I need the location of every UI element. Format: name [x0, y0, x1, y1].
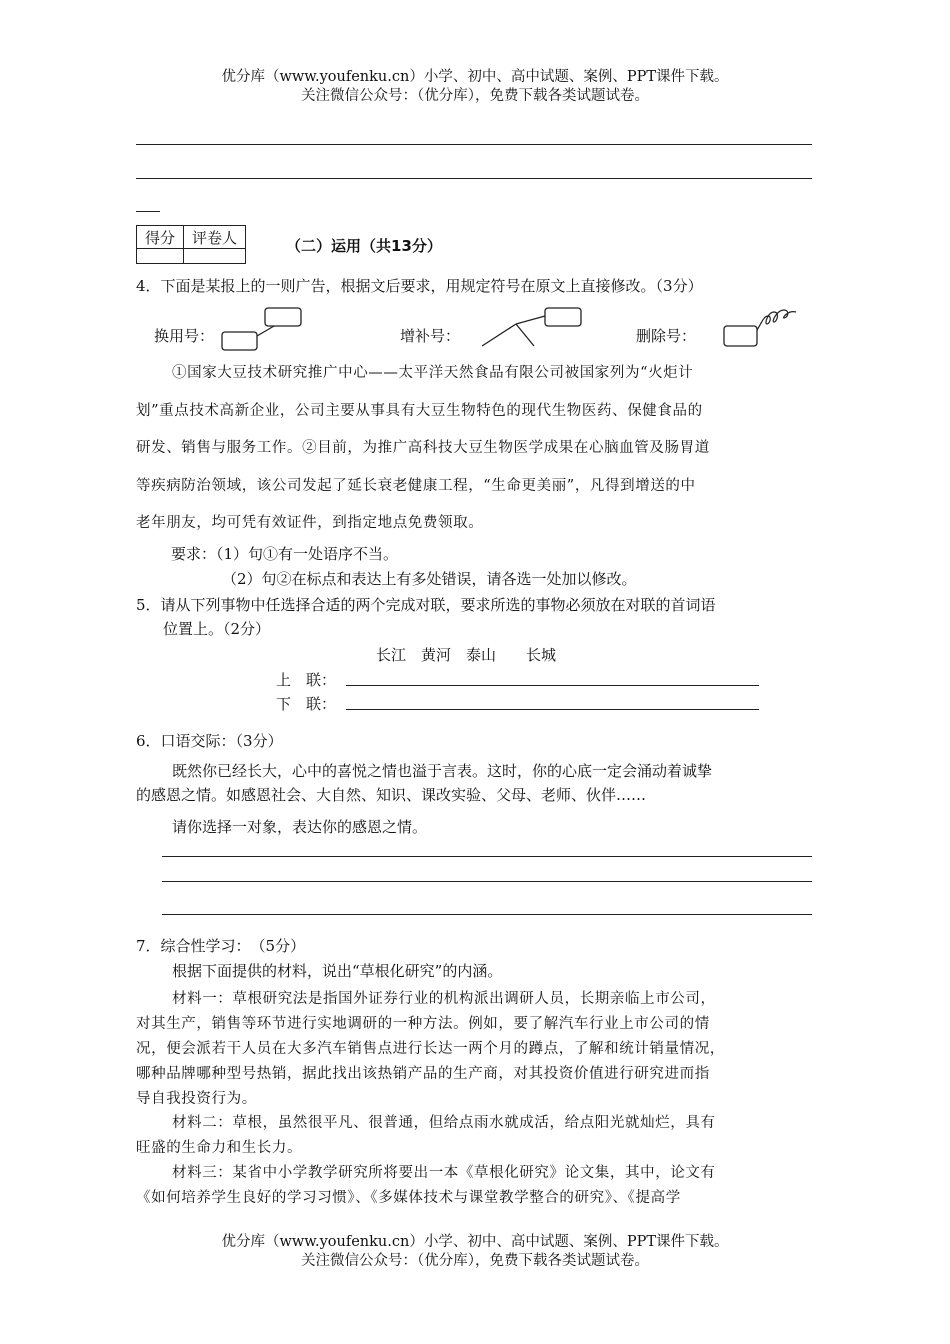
delete-symbol-icon — [722, 306, 802, 352]
q6-answer-line[interactable] — [162, 881, 812, 882]
q4-requirement-1: 要求：（1）句①有一处语序不当。 — [171, 545, 399, 563]
material-1-line: 对其生产，销售等环节进行实地调研的一种方法。例如，要了解汽车行业上市公司的情 — [136, 1016, 710, 1032]
replace-symbol-icon — [220, 306, 306, 354]
ad-text-line: 等疾病防治领域，该公司发起了延长衰老健康工程，“生命更美丽”，凡得到增送的中 — [136, 478, 696, 494]
upper-couplet-answer-line[interactable] — [346, 685, 759, 686]
page-header-line-2: 关注微信公众号：（优分库），免费下载各类试题试卷。 — [301, 88, 649, 104]
q6-paragraph-line: 既然你已经长大，心中的喜悦之情也溢于言表。这时，你的心底一定会涌动着诚挚 — [172, 762, 713, 780]
q4-stem: 4．下面是某报上的一则广告，根据文后要求，用规定符号在原文上直接修改。（3分） — [136, 277, 703, 295]
material-3-line: 材料三：某省中小学教学研究所将要出一本《草根化研究》论文集，其中，论文有 — [172, 1165, 716, 1181]
ad-text-line: 研发、销售与服务工作。②目前，为推广高科技大豆生物医学成果在心脑血管及肠胃道 — [136, 440, 710, 456]
material-2-line: 旺盛的生命力和生长力。 — [136, 1140, 303, 1156]
material-1-line: 导自我投资行为。 — [136, 1091, 257, 1107]
insert-symbol-label: 增补号： — [400, 327, 461, 345]
page-footer-line-1: 优分库（www.youfenku.cn）小学、初中、高中试题、案例、PPT课件下载。 — [221, 1234, 729, 1250]
material-1-line: 材料一：草根研究法是指国外证券行业的机构派出调研人员，长期亲临上市公司， — [172, 991, 716, 1007]
answer-line-end — [136, 211, 160, 212]
score-label: 得分 — [137, 226, 184, 249]
answer-line — [136, 144, 812, 145]
page-header-line-1: 优分库（www.youfenku.cn）小学、初中、高中试题、案例、PPT课件下载。 — [221, 69, 729, 85]
q6-stem: 6．口语交际：（3分） — [136, 732, 283, 750]
insert-symbol-icon — [480, 306, 586, 352]
ad-text-line: 老年朋友，均可凭有效证件，到指定地点免费领取。 — [136, 515, 484, 531]
ad-text-line: ①国家大豆技术研究推广中心——太平洋天然食品有限公司被国家列为“火炬计 — [172, 365, 694, 381]
q6-prompt: 请你选择一对象，表达你的感恩之情。 — [172, 818, 428, 836]
lower-couplet-label: 下 联： — [276, 695, 337, 713]
grader-cell[interactable] — [184, 249, 246, 264]
material-1-line: 哪种品牌哪种型号热销，据此找出该热销产品的生产商，对其投资价值进行研究进而指 — [136, 1066, 710, 1082]
q6-answer-line[interactable] — [162, 856, 812, 857]
material-2-line: 材料二：草根，虽然很平凡、很普通，但给点雨水就成活，给点阳光就灿烂，具有 — [172, 1115, 716, 1131]
score-cell[interactable] — [137, 249, 184, 264]
upper-couplet-label: 上 联： — [276, 671, 337, 689]
lower-couplet-answer-line[interactable] — [346, 709, 759, 710]
q7-intro: 根据下面提供的材料，说出“草根化研究”的内涵。 — [172, 962, 503, 980]
delete-symbol-label: 删除号： — [636, 327, 697, 345]
q6-answer-line[interactable] — [162, 914, 812, 915]
grader-label: 评卷人 — [184, 226, 246, 249]
q7-stem: 7．综合性学习： （5分） — [136, 937, 306, 955]
replace-symbol-label: 换用号： — [154, 327, 215, 345]
q5-stem-line-1: 5．请从下列事物中任选择合适的两个完成对联，要求所选的事物必须放在对联的首词语 — [136, 596, 716, 614]
score-table — [136, 225, 246, 264]
q4-requirement-2: （2）句②在标点和表达上有多处错误，请各选一处加以修改。 — [222, 570, 637, 588]
page-footer-line-2: 关注微信公众号：（优分库），免费下载各类试题试卷。 — [301, 1253, 649, 1269]
material-3-line: 《如何培养学生良好的学习习惯》、《多媒体技术与课堂教学整合的研究》、《提高学 — [136, 1190, 681, 1206]
ad-text-line: 划”重点技术高新企业，公司主要从事具有大豆生物特色的现代生物医药、保健食品的 — [136, 403, 703, 419]
q5-stem-line-2: 位置上。（2分） — [163, 620, 271, 638]
q5-items: 长江 黄河 泰山 长城 — [376, 646, 557, 664]
section-title: （二）运用（共13分） — [286, 237, 442, 255]
material-1-line: 况，便会派若干人员在大多汽车销售点进行长达一两个月的蹲点，了解和统计销量情况， — [136, 1041, 725, 1057]
answer-line — [136, 178, 812, 179]
q6-paragraph-line: 的感恩之情。如感恩社会、大自然、知识、课改实验、父母、老师、伙伴…… — [136, 786, 647, 804]
